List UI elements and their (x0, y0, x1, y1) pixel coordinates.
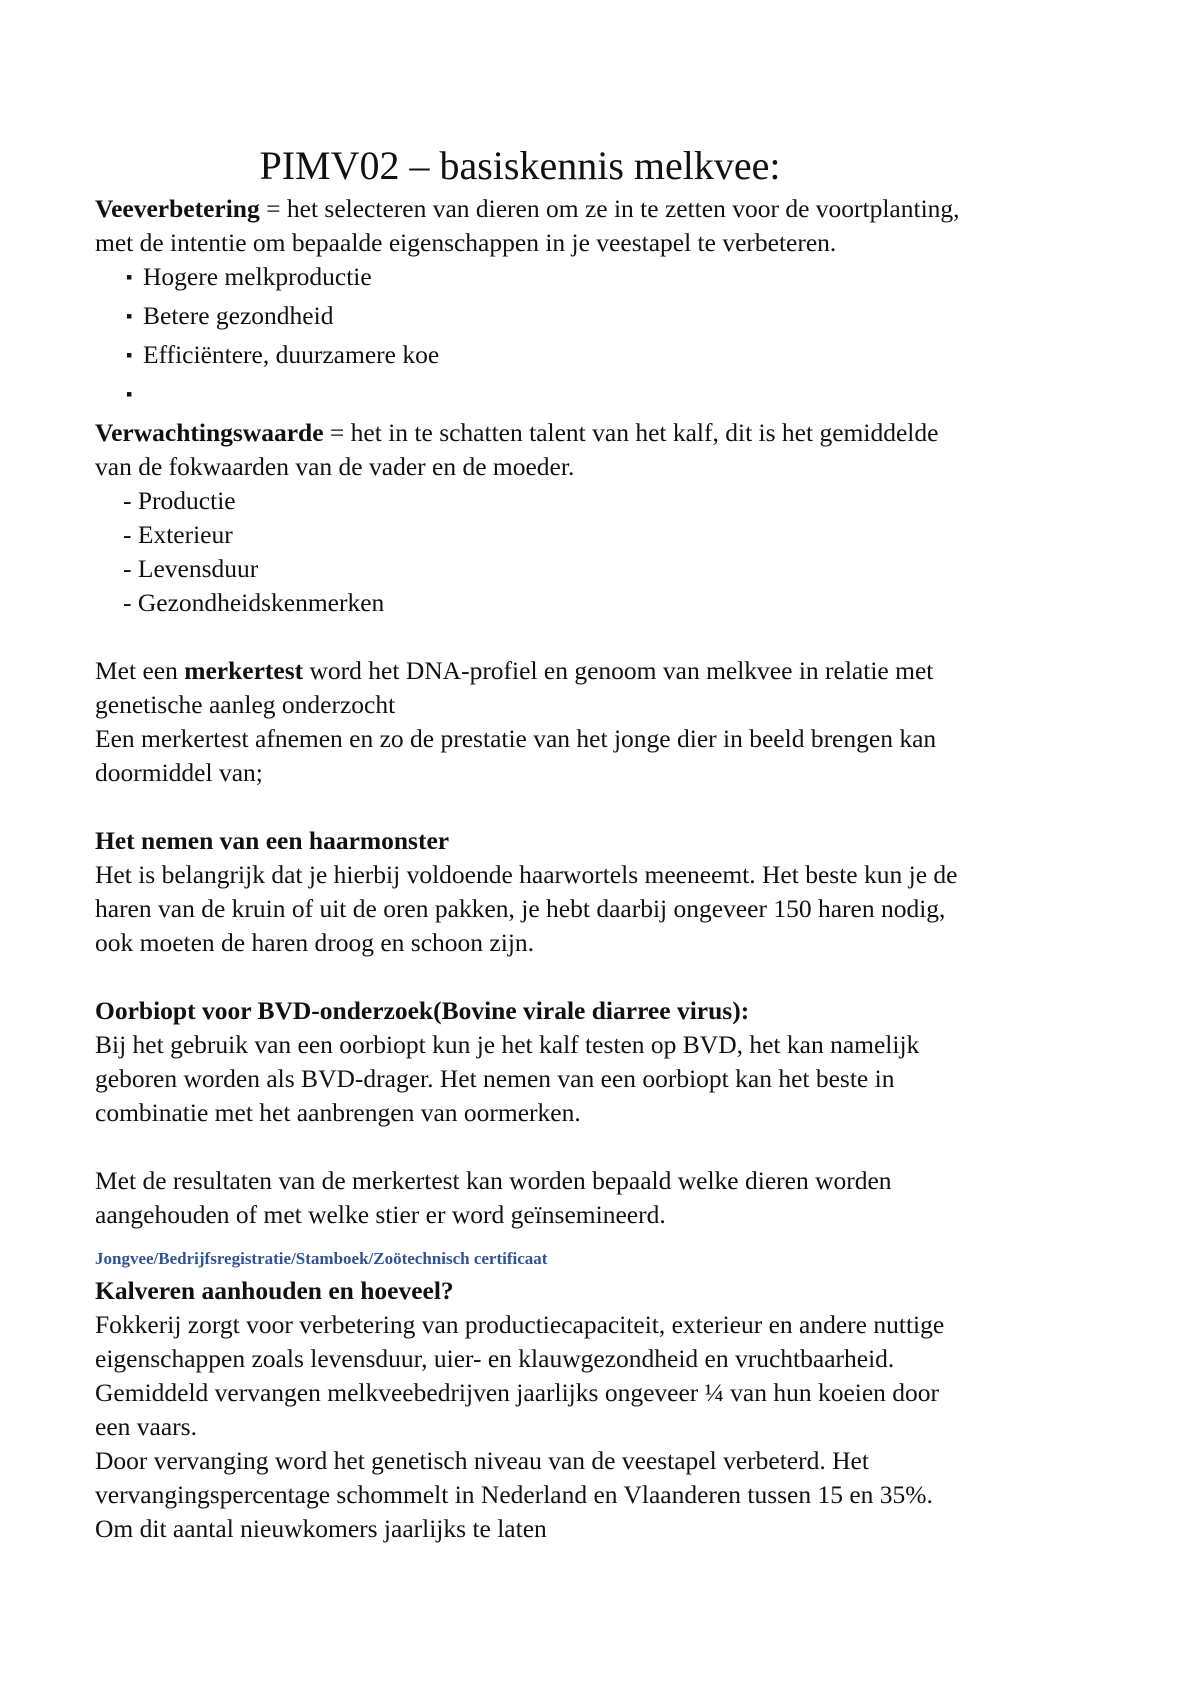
verwachtingswaarde-dash-list (95, 484, 975, 620)
oorbiopt-paragraph: Bij het gebruik van een oorbiopt kun je het kalf testen op BVD, het kan namelijk geboren worden als BVD-drager. Het nemen van een oorbiopt kan het beste in combinatie met het aanbrengen van oormerken. (95, 1030, 920, 1127)
kalveren-heading-text: Kalveren aanhouden en hoeveel? (95, 1276, 454, 1305)
kalveren-heading (95, 1274, 975, 1308)
merkertest-text: word het DNA-profiel en genoom van melkvee in relatie met genetische aanleg onderzocht (95, 656, 934, 719)
veeverbetering-definition: = het selecteren van dieren om ze in te zetten voor de voortplanting, met de intentie om bepaalde eigenschappen in je veestapel te verbeteren. (95, 194, 960, 257)
vervanging-paragraph: Door vervanging word het genetisch niveau van de veestapel verbeterd. Het vervangingspercentage schommelt in Nederland en Vlaanderen tussen 15 en 35%. Om dit aantal nieuwkomers jaarlijks te laten (95, 1446, 933, 1543)
list-item-text: Betere gezondheid (143, 301, 334, 330)
resultaten-paragraph: Met de resultaten van de merkertest kan worden bepaald welke dieren worden aangehouden of met welke stier er word geïnsemineerd. (95, 1166, 892, 1229)
verwachtingswaarde-term: Verwachtingswaarde (95, 418, 324, 447)
jongvee-subheading: Jongvee/Bedrijfsregistratie/Stamboek/Zoötechnisch certificaat (95, 1249, 548, 1268)
blank-line (95, 960, 975, 994)
merkertest-prefix: Met een (95, 656, 185, 685)
merkertest-paragraph (95, 654, 975, 722)
list-item: - Exterieur (123, 520, 233, 549)
bullet-icon: ▪ (126, 267, 133, 287)
list-item: - Gezondheidskenmerken (123, 588, 385, 617)
blank-line (95, 620, 975, 654)
list-item-text: Hogere melkproductie (143, 262, 372, 291)
bullet-icon: ▪ (126, 306, 133, 326)
haarmonster-paragraph: Het is belangrijk dat je hierbij voldoende haarwortels meeneemt. Het beste kun je de haren van de kruin of uit de oren pakken, je hebt daarbij ongeveer 150 haren nodig, ook moeten de haren droog en schoon zijn. (95, 860, 958, 957)
veeverbetering-paragraph (95, 192, 975, 260)
bullet-icon: ▪ (126, 384, 133, 404)
fokkerij-paragraph: Fokkerij zorgt voor verbetering van productiecapaciteit, exterieur en andere nuttige eigenschappen zoals levensduur, uier- en klauwgezondheid en vruchtbaarheid. (95, 1310, 945, 1373)
verwachtingswaarde-definition: = het in te schatten talent van het kalf, dit is het gemiddelde van de fokwaarden van de vader en de moeder. (95, 418, 939, 481)
blank-line (95, 790, 975, 824)
verwachtingswaarde-paragraph (95, 416, 975, 484)
blank-line (95, 1130, 975, 1164)
bullet-icon: ▪ (126, 345, 133, 365)
merkertest-term: merkertest (184, 656, 304, 685)
document-body (95, 192, 975, 1546)
list-item (95, 299, 975, 338)
vervangen-paragraph: Gemiddeld vervangen melkveebedrijven jaarlijks ongeveer ¼ van hun koeien door een vaars. (95, 1378, 940, 1441)
page-title: PIMV02 – basiskennis melkvee: (259, 143, 781, 188)
list-item (95, 338, 975, 377)
list-item (95, 260, 975, 299)
list-item: - Productie (123, 486, 236, 515)
oorbiopt-heading (95, 994, 975, 1028)
merkertest-paragraph-2: Een merkertest afnemen en zo de prestatie van het jonge dier in beeld brengen kan doormiddel van; (95, 724, 937, 787)
haarmonster-heading-text: Het nemen van een haarmonster (95, 826, 450, 855)
list-item (95, 377, 975, 416)
list-item: - Levensduur (123, 554, 259, 583)
veeverbetering-bullet-list (95, 260, 975, 416)
oorbiopt-heading-text: Oorbiopt voor BVD-onderzoek(Bovine virale diarree virus): (95, 996, 750, 1025)
haarmonster-heading (95, 824, 975, 858)
list-item-text: Efficiëntere, duurzamere koe (143, 340, 440, 369)
veeverbetering-term: Veeverbetering (95, 194, 260, 223)
